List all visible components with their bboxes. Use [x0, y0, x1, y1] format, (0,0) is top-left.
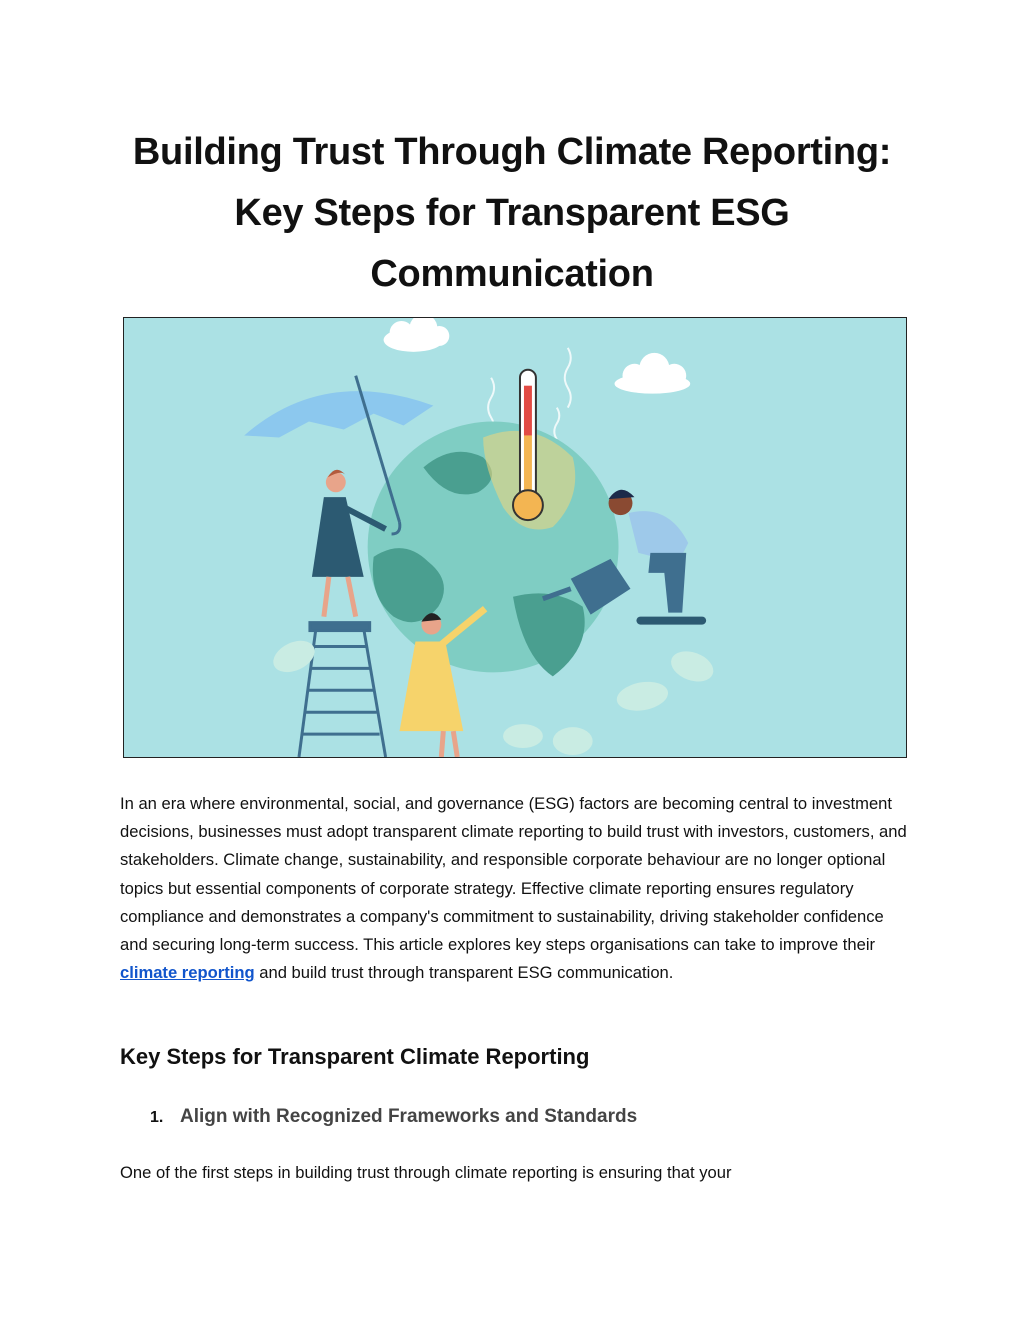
intro-text-after-link: and build trust through transparent ESG communication. — [254, 963, 674, 983]
title-line-1: Building Trust Through Climate Reporting: — [132, 131, 892, 173]
page-title — [100, 122, 924, 305]
title-line-2: Key Steps for Transparent ESG — [234, 192, 790, 234]
intro-paragraph — [120, 790, 910, 987]
title-line-3: Communication — [370, 253, 654, 295]
section-heading: Key Steps for Transparent Climate Reporting — [120, 1044, 590, 1069]
climate-illustration — [123, 317, 907, 758]
climate-reporting-link[interactable]: climate reporting — [120, 963, 255, 983]
step-1-number: 1. — [150, 1109, 164, 1126]
step-1-paragraph: One of the first steps in building trust through climate reporting is ensuring that your — [120, 1163, 732, 1182]
step-1-heading — [150, 1102, 637, 1133]
step-1-label: Align with Recognized Frameworks and Standards — [180, 1106, 638, 1127]
intro-text-before-link: In an era where environmental, social, and governance (ESG) factors are becoming central to investment decisions, businesses must adopt transparent climate reporting to build trust with investors, customers, and stakeholders. Climate change, sustainability, and responsible corporate behaviour are no longer optional topics but essential components of corporate strategy. Effective climate reporting ensures regulatory compliance and demonstrates a company's commitment to sustainability, driving stakeholder confidence and securing long-term success. This article explores key steps organisations can take to improve their — [120, 794, 907, 955]
